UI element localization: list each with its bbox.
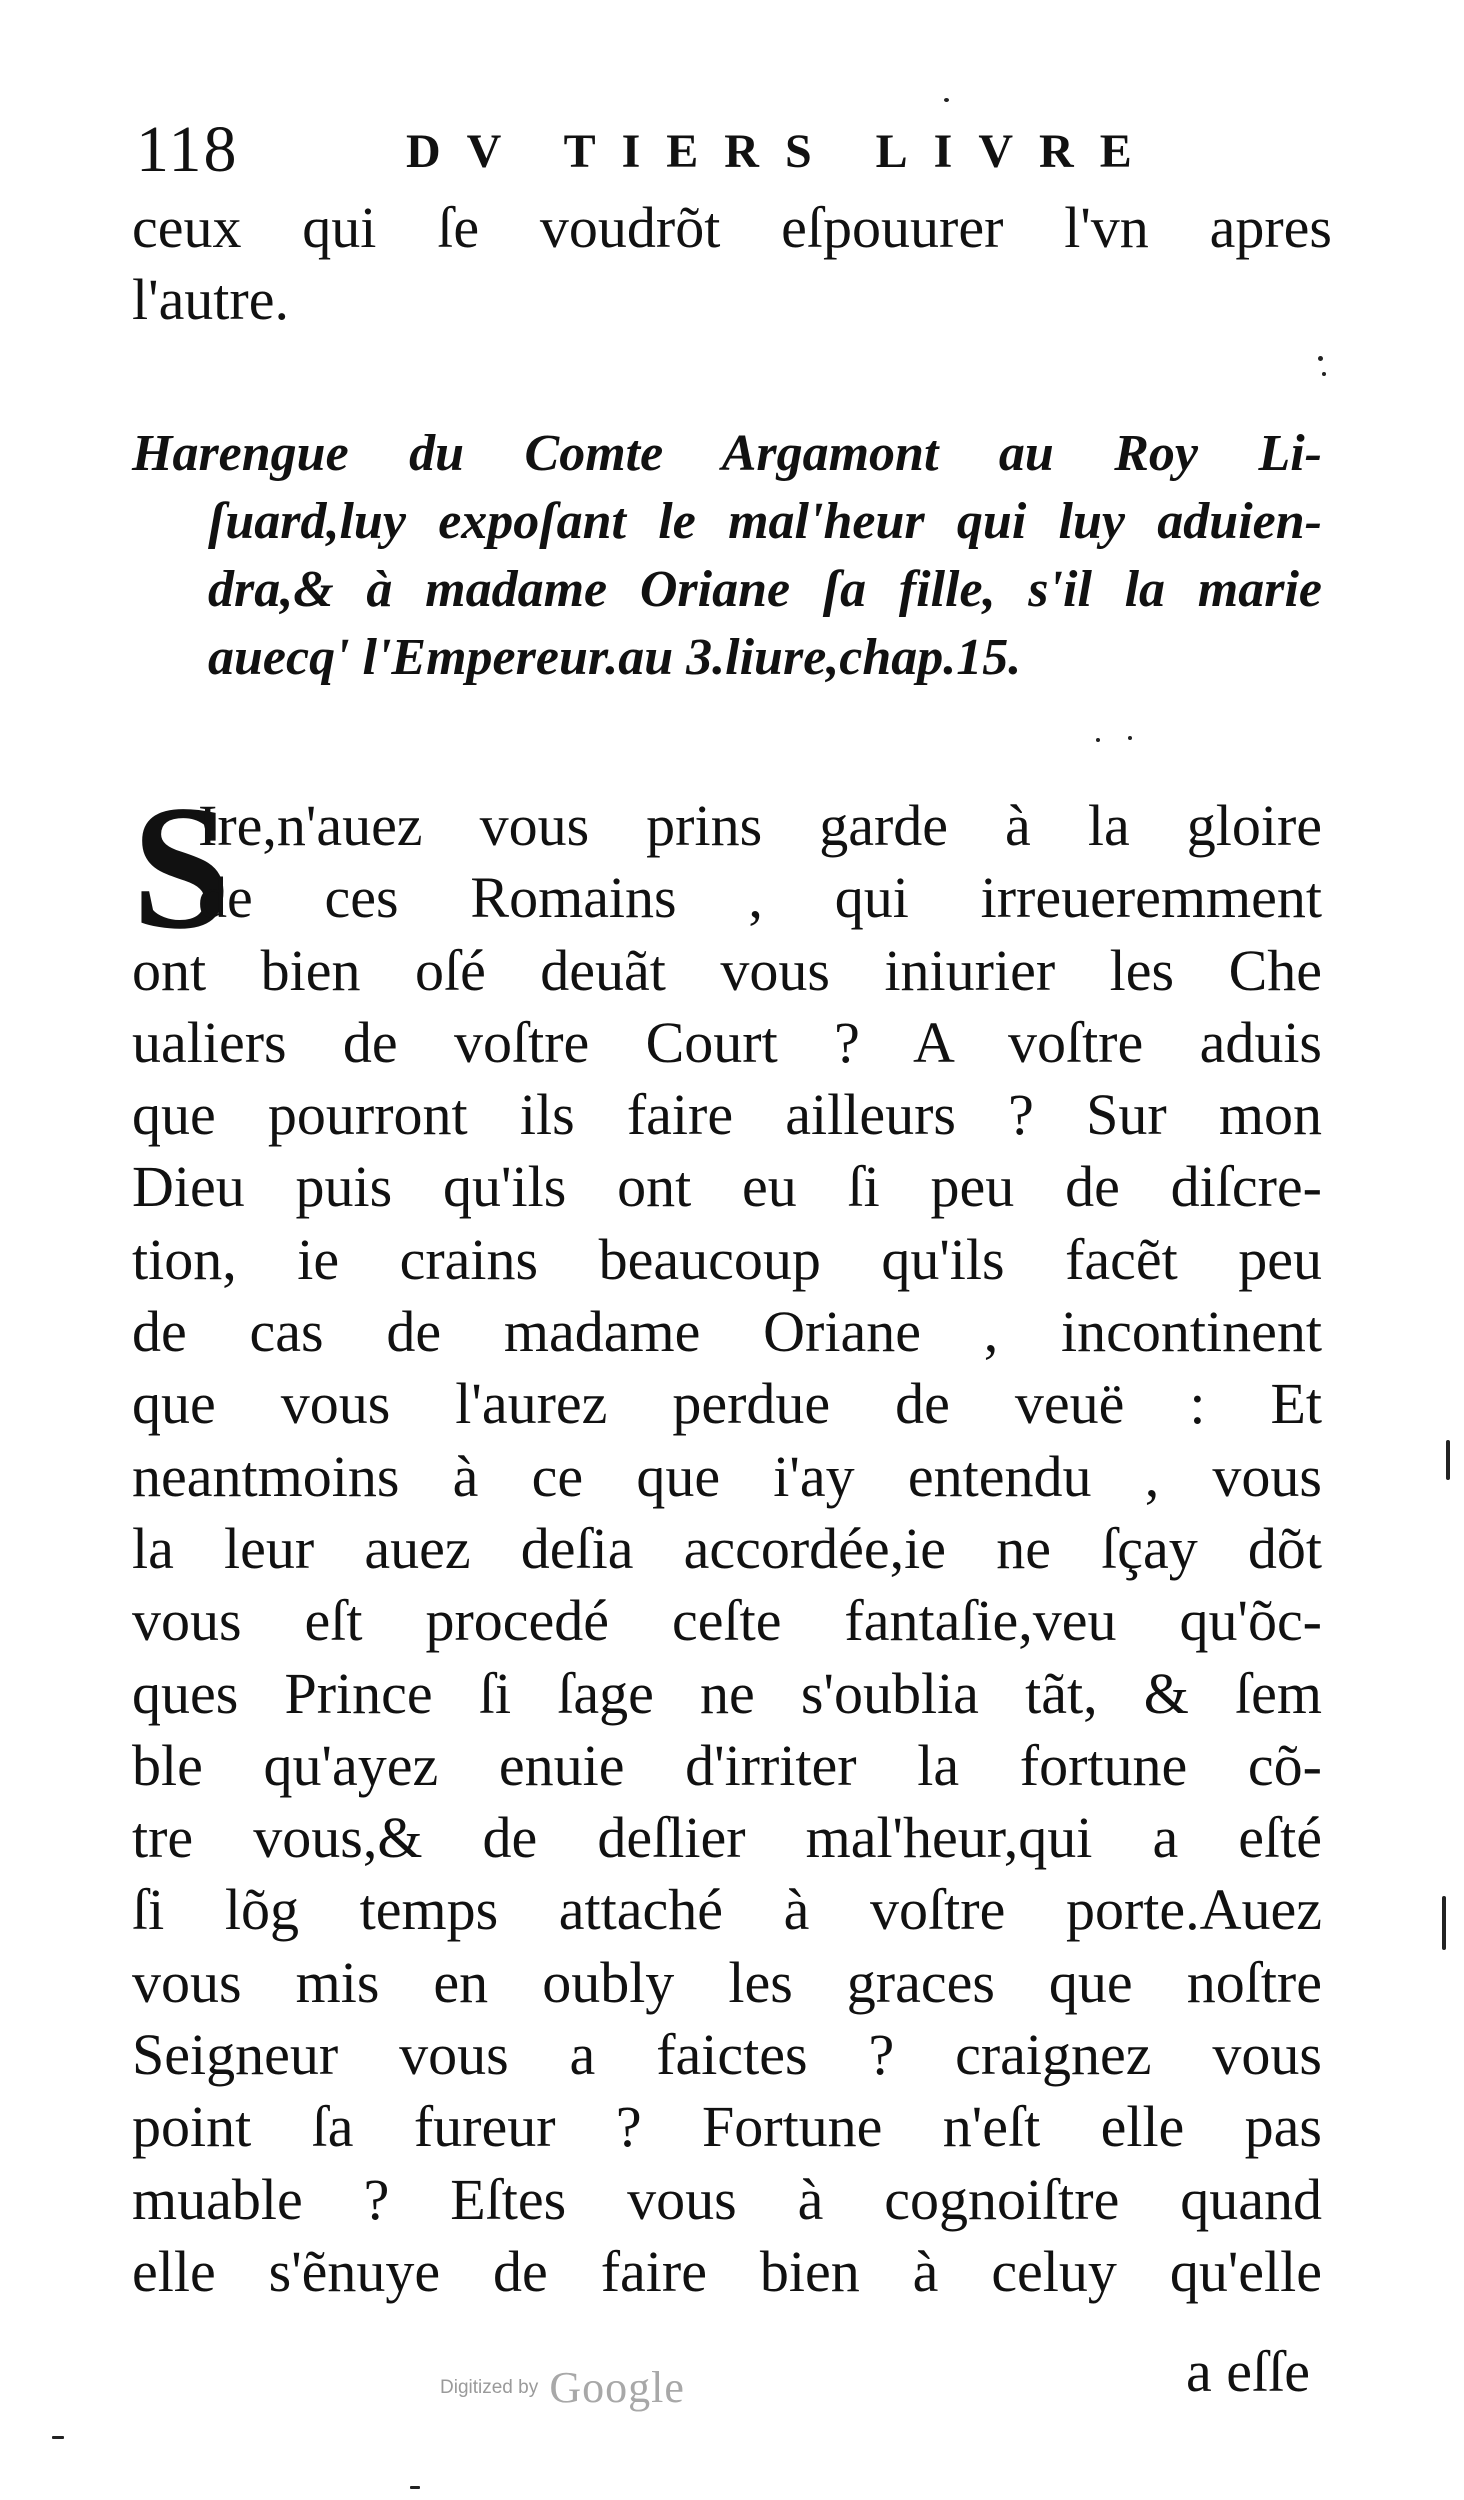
body-line: ble qu'ayez enuie d'irriter la fortune cõ- — [132, 1732, 1322, 1798]
body-line: Seigneur vous a faictes ? craignez vous — [132, 2022, 1322, 2088]
body-line: ont bien oſé deuãt vous iniurier les Che — [132, 937, 1322, 1003]
ink-speck — [1322, 372, 1326, 376]
running-head-title: DV TIERS LIVRE — [406, 125, 1158, 178]
ink-speck — [1096, 738, 1100, 742]
ink-speck — [1318, 356, 1323, 361]
ink-speck — [1442, 1896, 1446, 1950]
body-line: vous eſt procedé ceſte fantaſie,veu qu'õc- — [132, 1588, 1322, 1654]
catchword: a eſſe — [1186, 2339, 1310, 2404]
body-line: de ces Romains , qui irreueremment — [198, 865, 1322, 931]
page-number: 118 — [136, 113, 239, 186]
body-line: de cas de madame Oriane , incontinent — [132, 1299, 1322, 1365]
body-line: vous mis en oubly les graces que noſtre — [132, 1949, 1322, 2015]
body-line: Ire,n'auez vous prins garde à la gloire — [198, 793, 1322, 858]
heading-line: Harengue du Comte Argamont au Roy Li- — [132, 425, 1322, 482]
continuation-text — [132, 192, 1332, 336]
body-line: la leur auez deſia accordée,ie ne ſçay dõt — [132, 1515, 1322, 1581]
chapter-heading — [132, 420, 1322, 692]
heading-line: dra,& à madame Oriane ſa fille, s'il la marie — [208, 561, 1322, 618]
google-logo: Google — [549, 2363, 685, 2412]
body-line: ques Prince ſi ſage ne s'oublia tãt, & ſem — [132, 1660, 1322, 1726]
body-line: point ſa fureur ? Fortune n'eſt elle pas — [132, 2094, 1322, 2160]
body-line: ſi lõg temps attaché à voſtre porte.Auez — [132, 1877, 1322, 1943]
ink-speck — [944, 98, 949, 102]
heading-line: ſuard,luy expoſant le mal'heur qui luy aduien- — [208, 493, 1322, 550]
body-line: que pourront ils faire ailleurs ? Sur mon — [132, 1082, 1322, 1148]
continuation-line: ceux qui ſe voudrõt eſpouurer l'vn apres — [132, 195, 1332, 260]
heading-line: auecq' l'Empereur.au 3.liure,chap.15. — [208, 629, 1022, 686]
running-head — [136, 112, 1316, 192]
body-line: neantmoins à ce que i'ay entendu , vous — [132, 1443, 1322, 1509]
body-line: ualiers de voſtre Court ? A voſtre aduis — [132, 1009, 1322, 1075]
body-line: muable ? Eſtes vous à cognoiſtre quand — [132, 2166, 1322, 2232]
ink-speck — [410, 2486, 420, 2489]
drop-cap: S — [132, 768, 231, 966]
ink-speck — [1446, 1440, 1450, 1480]
digitization-watermark — [440, 2362, 685, 2422]
body-line: Dieu puis qu'ils ont eu ſi peu de diſcre- — [132, 1154, 1322, 1220]
body-line: tre vous,& de deſlier mal'heur,qui a eſté — [132, 1805, 1322, 1871]
body-line: elle s'ẽnuye de faire bien à celuy qu'elle — [132, 2238, 1322, 2304]
continuation-line: l'autre. — [132, 267, 289, 332]
body-text — [132, 768, 1322, 2308]
watermark-prefix: Digitized by — [440, 2376, 539, 2398]
ink-speck — [52, 2436, 64, 2439]
body-line: que vous l'aurez perdue de veuë : Et — [132, 1371, 1322, 1437]
body-line: tion, ie crains beaucoup qu'ils facẽt peu — [132, 1226, 1322, 1292]
ink-speck — [1128, 736, 1132, 740]
